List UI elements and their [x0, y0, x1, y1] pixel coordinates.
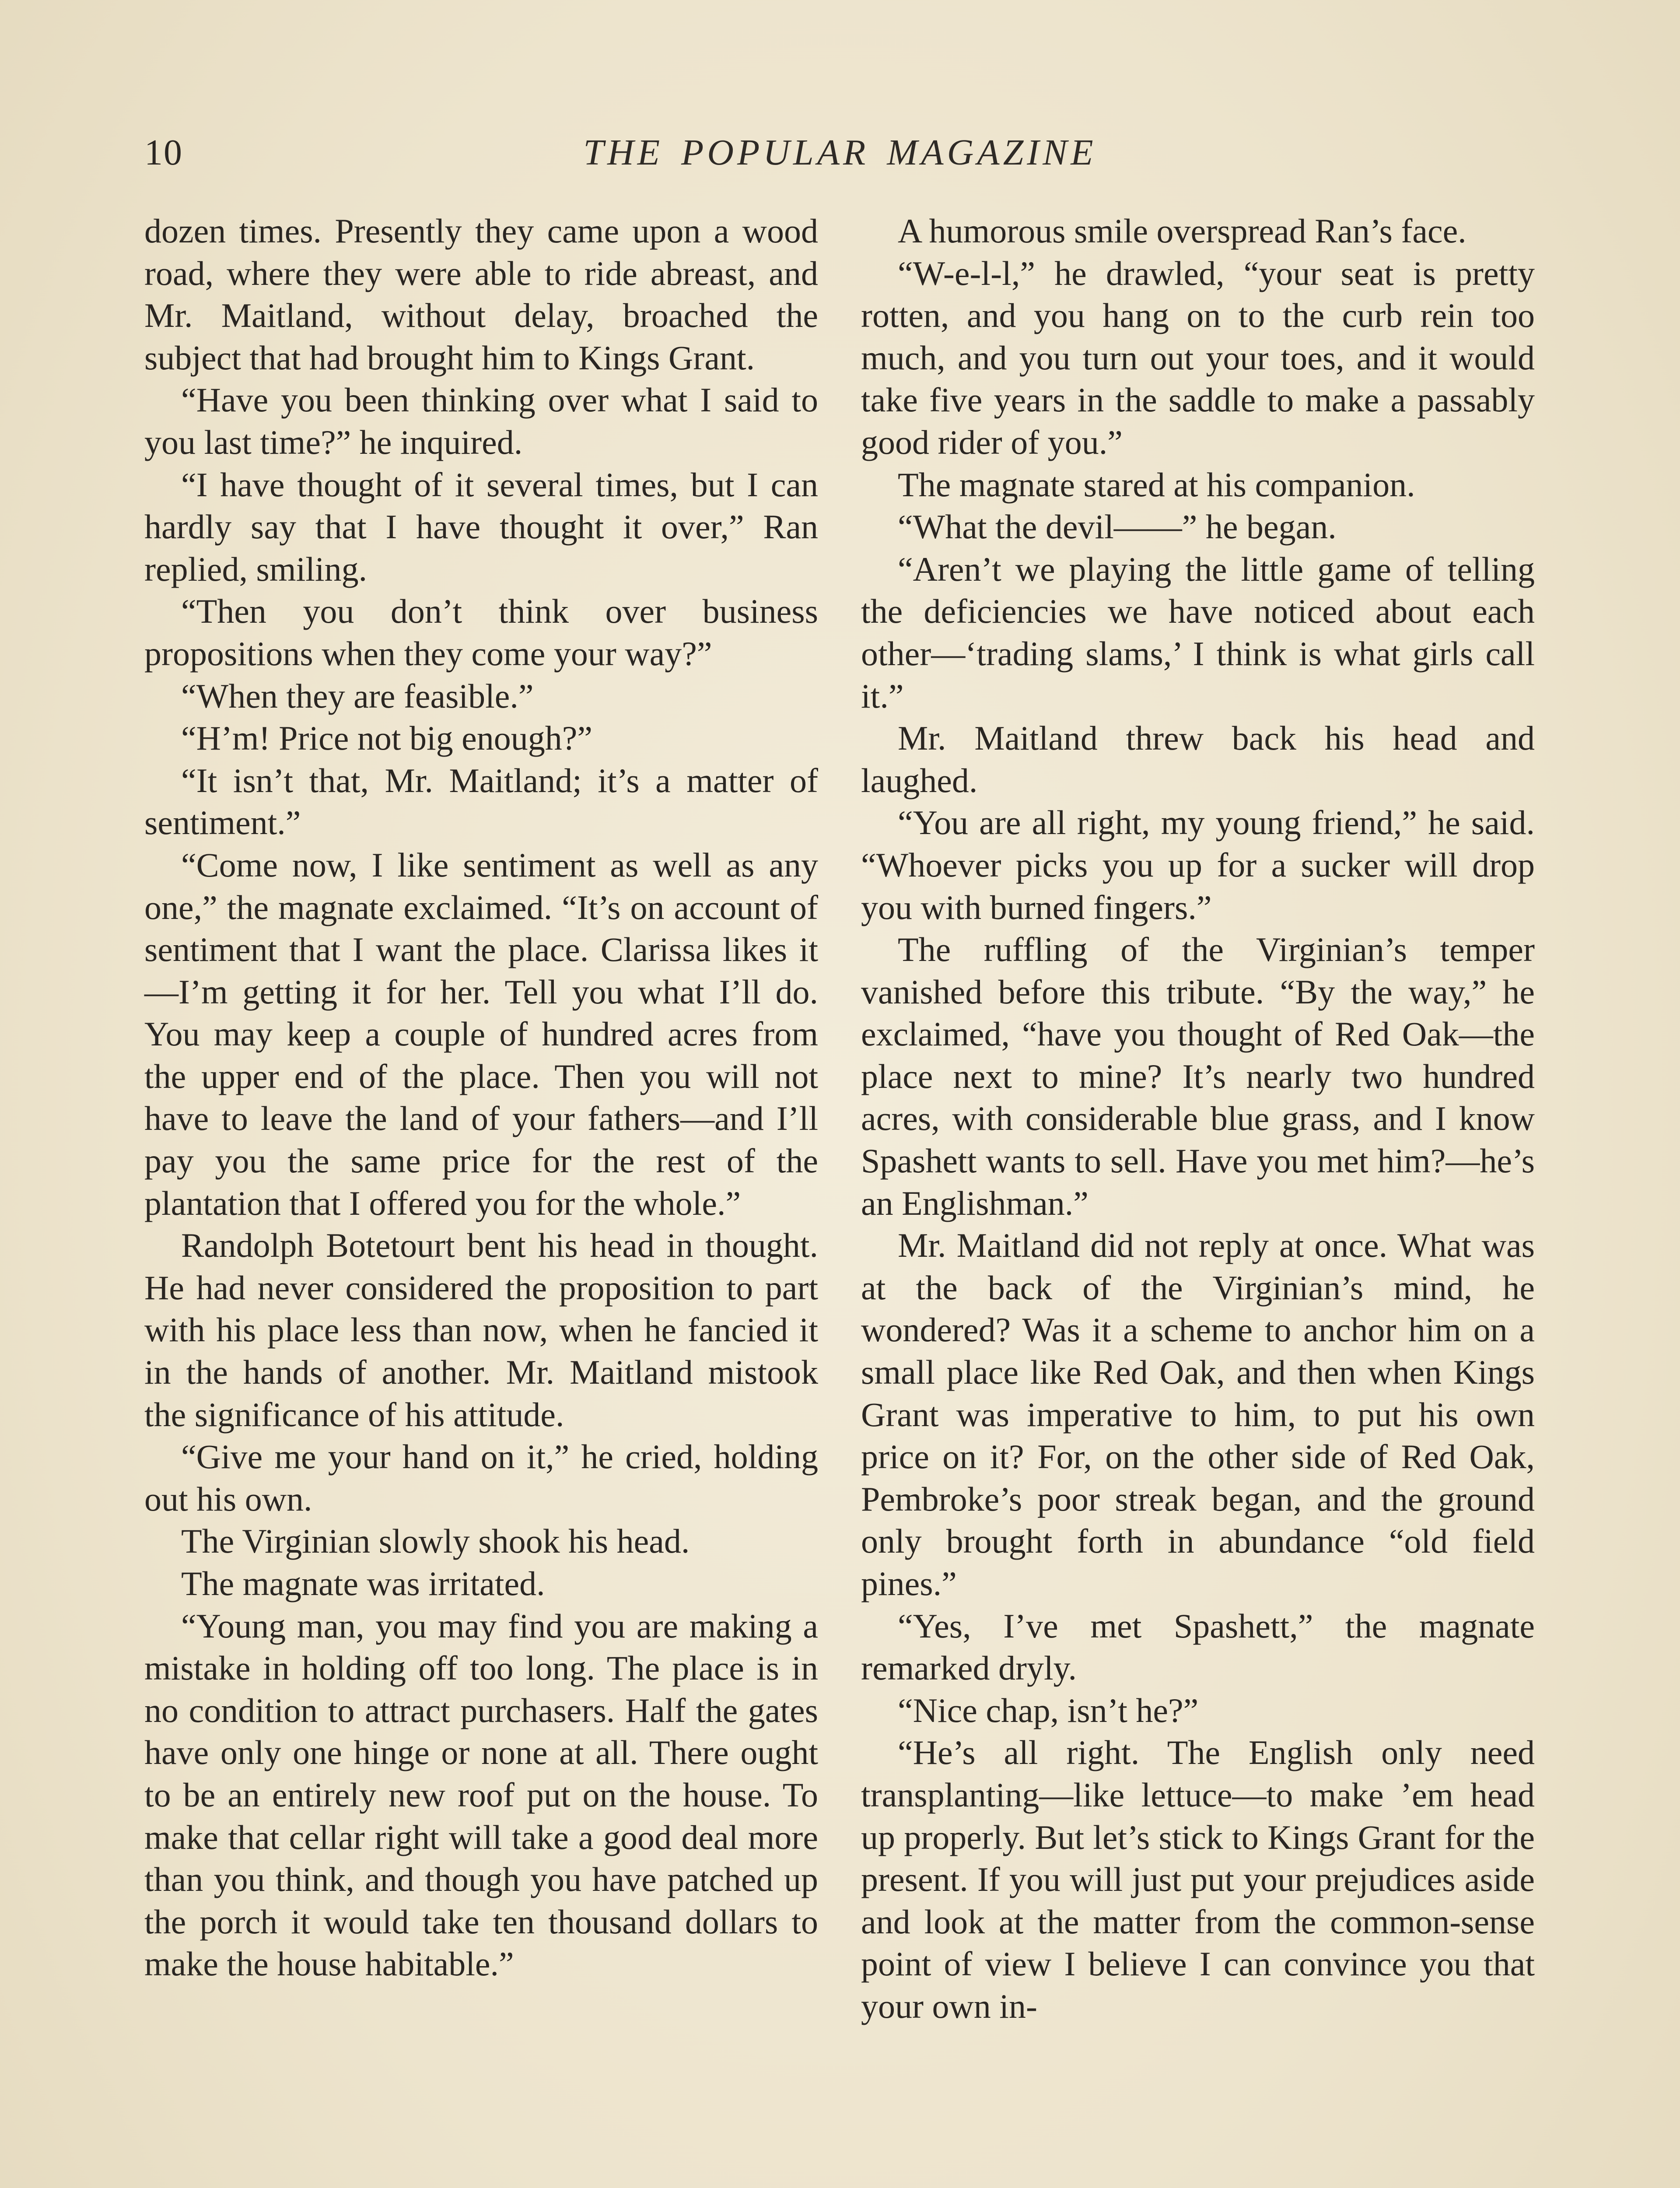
paragraph: “You are all right, my young friend,” he said. “Whoever picks you up for a sucker will drop you with burned fingers.”	[861, 803, 1535, 926]
paragraph: The magnate stared at his companion.	[898, 465, 1415, 504]
paragraph: “What the devil——” he began.	[898, 508, 1337, 546]
paragraph: “Young man, you may find you are making a mistake in holding off too long. The place is in no condition to attract purchasers. Half the gates have only one hinge or none at all. There ought to be an entirely new roof put on the house. To make that cellar right will take a good deal more than you think, and though you have patched up the porch it would take ten thousand dollars to make the house habitable.”	[144, 1606, 818, 1983]
paragraph: Randolph Botetourt bent his head in thought. He had never considered the proposition to part with his place less than now, when he fancied it in the hands of another. Mr. Maitland mistook the significance of his attitude.	[144, 1226, 818, 1434]
paragraph: “Come now, I like sentiment as well as any one,” the magnate exclaimed. “It’s on account of sentiment that I want the place. Clarissa likes it—I’m getting it for her. Tell you what I’ll do. You may keep a couple of hundred acres from the upper end of the place. Then you will not have to leave the land of your fathers—and I’ll pay you the same price for the rest of the plantation that I offered you for the whole.”	[144, 845, 818, 1222]
paragraph: “Give me your hand on it,” he cried, holding out his own.	[144, 1438, 818, 1518]
running-title: THE POPULAR MAGAZINE	[583, 132, 1097, 173]
paragraph: The ruffling of the Virginian’s temper vanished before this tribute. “By the way,” he exclaimed, “have you thought of Red Oak—the place next to mine? It’s nearly two hundred acres, with considerable blue grass, and I know Spashett wants to sell. Have you met him?—he’s an Englishman.”	[861, 930, 1535, 1222]
paragraph: The magnate was irritated.	[181, 1564, 545, 1602]
left-column	[144, 210, 818, 1985]
paragraph: The Virginian slowly shook his head.	[181, 1522, 690, 1560]
paragraph: “Then you don’t think over business propositions when they come your way?”	[144, 592, 818, 673]
paragraph: “He’s all right. The English only need transplanting—like lettuce—to make ’em head up properly. But let’s stick to Kings Grant for the present. If you will just put your prejudices aside and look at the matter from the common-sense point of view I believe I can convince you that your own in-	[861, 1733, 1535, 2025]
right-column	[861, 210, 1535, 2028]
paragraph: “Yes, I’ve met Spashett,” the magnate remarked dryly.	[861, 1606, 1535, 1687]
paragraph: Mr. Maitland threw back his head and laughed.	[861, 719, 1535, 799]
page-number: 10	[144, 132, 183, 173]
page-header	[144, 131, 1536, 184]
paragraph: “Aren’t we playing the little game of telling the deficiencies we have noticed about each other—‘trading slams,’ I think is what girls call it.”	[861, 550, 1535, 715]
paragraph: “It isn’t that, Mr. Maitland; it’s a matter of sentiment.”	[144, 761, 818, 842]
paragraph: “H’m! Price not big enough?”	[181, 719, 593, 757]
paragraph: “When they are feasible.”	[181, 677, 534, 715]
paragraph: “Have you been thinking over what I said to you last time?” he inquired.	[144, 381, 818, 461]
paragraph: dozen times. Presently they came upon a wood road, where they were able to ride abreast, and Mr. Maitland, without delay, broached the subject that had brought him to Kings Grant.	[144, 212, 818, 377]
paragraph: Mr. Maitland did not reply at once. What was at the back of the Virginian’s mind, he wondered? Was it a scheme to anchor him on a small place like Red Oak, and then when Kings Grant was imperative to him, to put his own price on it? For, on the other side of Red Oak, Pembroke’s poor streak began, and the ground only brought forth in abundance “old field pines.”	[861, 1226, 1535, 1602]
paragraph: “Nice chap, isn’t he?”	[898, 1691, 1199, 1729]
paragraph: “W-e-l-l,” he drawled, “your seat is pretty rotten, and you hang on to the curb rein too much, and you turn out your toes, and it would take five years in the saddle to make a passably good rider of you.”	[861, 254, 1535, 461]
paragraph: “I have thought of it several times, but I can hardly say that I have thought it over,” Ran replied, smiling.	[144, 465, 818, 588]
paragraph: A humorous smile overspread Ran’s face.	[898, 212, 1466, 250]
